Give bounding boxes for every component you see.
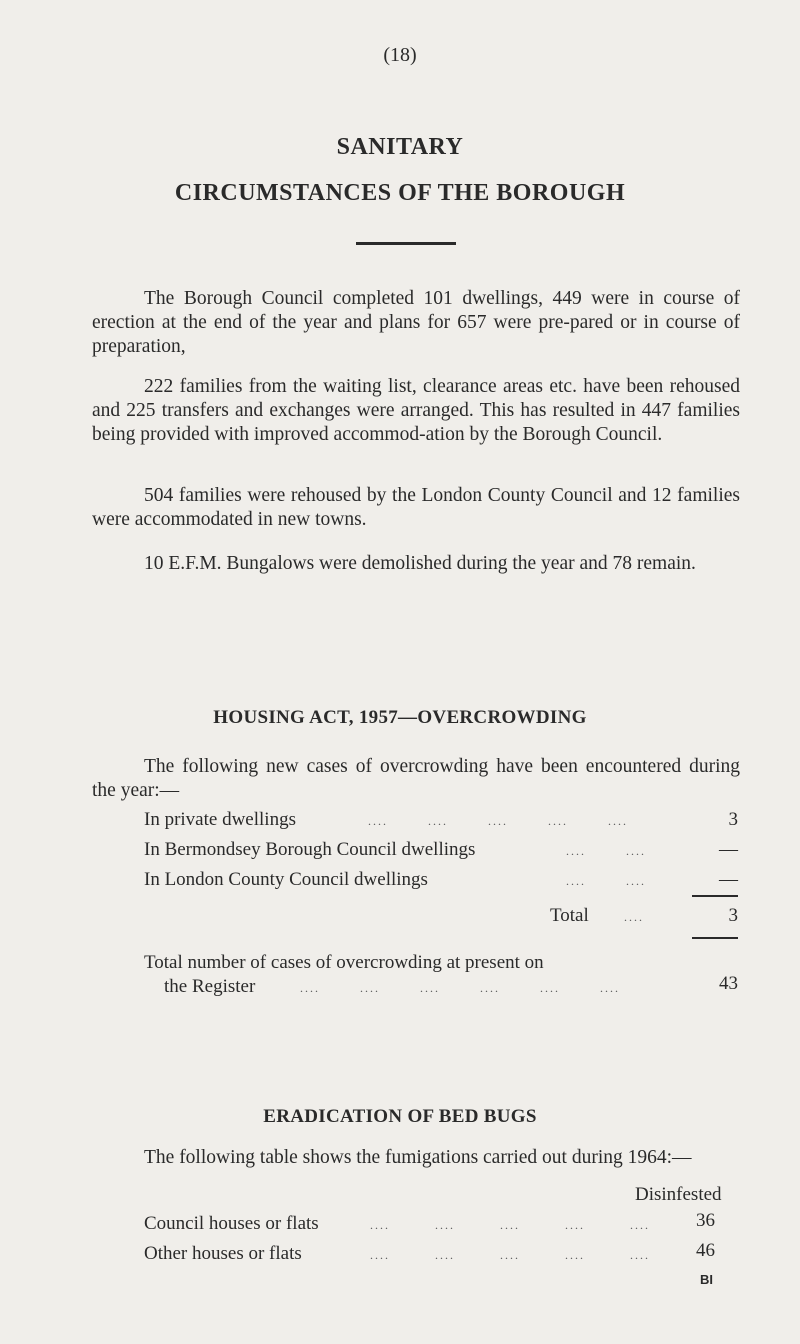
bed-bugs-heading: ERADICATION OF BED BUGS: [263, 1106, 537, 1127]
page-number: (18): [383, 44, 417, 66]
paragraph-text: 222 families from the waiting list, clearance areas etc. have been rehoused and 225 transfers and exchanges were arranged. This has resulted in 447 families being provided with improved accommod-ation by the Borough Council.: [92, 376, 740, 445]
disinfested-column-header: Disinfested: [635, 1184, 722, 1205]
register-value: 43: [719, 973, 738, 994]
overcrowding-heading: HOUSING ACT, 1957—OVERCROWDING: [213, 707, 587, 728]
footer-mark: BI: [700, 1272, 713, 1287]
overcrowding-row-value: —: [719, 839, 738, 860]
paragraph-text: The following new cases of overcrowding have been encountered during the year:—: [92, 756, 740, 801]
paragraph-rehoused: [92, 375, 740, 447]
paragraph-text: 10 E.F.M. Bungalows were demolished during the year and 78 remain.: [144, 553, 696, 574]
total-value: 3: [728, 905, 738, 926]
overcrowding-row-label: In private dwellings: [144, 809, 296, 830]
paragraph-text: 504 families were rehoused by the London County Council and 12 families were accommodated in new towns.: [92, 485, 740, 530]
leader-dots: .... .... .... .... ....: [370, 1248, 650, 1262]
leader-dots: .... ....: [566, 874, 646, 888]
overcrowding-row-value: 3: [728, 809, 738, 830]
leader-dots: .... .... .... .... ....: [370, 1218, 650, 1232]
leader-dots: .... .... .... .... ....: [368, 814, 628, 828]
paragraph-bungalows: [92, 552, 740, 576]
paragraph-dwellings: [92, 287, 740, 359]
leader-dots: .... ....: [566, 844, 646, 858]
total-rule: [692, 937, 738, 939]
subtotal-rule: [692, 895, 738, 897]
page-title-line2: CIRCUMSTANCES OF THE BOROUGH: [174, 180, 626, 206]
register-label-line1: Total number of cases of overcrowding at present on: [144, 952, 544, 973]
overcrowding-intro: [92, 755, 740, 803]
page-title-line1: SANITARY: [336, 134, 464, 160]
bed-bugs-row-label: Other houses or flats: [144, 1243, 302, 1264]
bed-bugs-row-value: 46: [696, 1240, 715, 1261]
leader-dots: ....: [624, 910, 644, 924]
paragraph-lcc: [92, 484, 740, 532]
overcrowding-row-label: In Bermondsey Borough Council dwellings: [144, 839, 476, 860]
paragraph-text: The Borough Council completed 101 dwellings, 449 were in course of erection at the end of the year and plans for 657 were pre-pared or in course of preparation,: [92, 288, 740, 357]
register-label-line2: the Register: [164, 976, 256, 997]
bed-bugs-row-label: Council houses or flats: [144, 1213, 319, 1234]
overcrowding-row-value: —: [719, 869, 738, 890]
bed-bugs-intro: [92, 1146, 740, 1170]
overcrowding-row-label: In London County Council dwellings: [144, 869, 428, 890]
title-divider: [356, 242, 456, 245]
total-label: Total: [550, 905, 589, 926]
paragraph-text: The following table shows the fumigations carried out during 1964:—: [144, 1147, 692, 1168]
bed-bugs-row-value: 36: [696, 1210, 715, 1231]
leader-dots: .... .... .... .... .... ....: [300, 981, 620, 995]
